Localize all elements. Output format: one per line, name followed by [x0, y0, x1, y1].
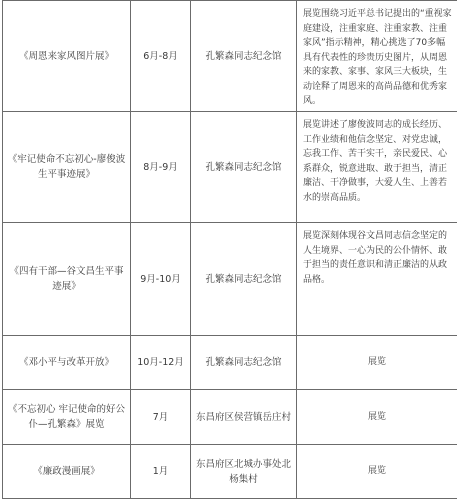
exhibition-time: 1月 — [131, 445, 191, 499]
table-row — [3, 112, 457, 223]
exhibition-name: 《廉政漫画展》 — [3, 445, 131, 499]
exhibition-description: 展览 — [297, 390, 457, 445]
table-row — [3, 390, 457, 445]
exhibition-venue: 孔繁森同志纪念馆 — [191, 336, 297, 390]
exhibition-description: 展览 — [297, 336, 457, 390]
exhibition-name: 《牢记使命不忘初心-廖俊波生平事迹展》 — [3, 112, 131, 223]
table-row — [3, 223, 457, 336]
exhibition-name: 《不忘初心 牢记使命的好公仆—孔繁森》展览 — [3, 390, 131, 445]
exhibition-venue: 孔繁森同志纪念馆 — [191, 223, 297, 336]
exhibition-venue: 东昌府区侯营镇岳庄村 — [191, 390, 297, 445]
exhibition-description: 展览讲述了廖俊波同志的成长经历、工作业绩和他信念坚定、对党忠诚，忘我工作、苦干实干，亲民爱民、心系群众，锐意进取、敢于担当，清正廉洁、干净做事，大爱人生、上善若水的崇高品质。 — [297, 112, 457, 223]
exhibition-venue: 东昌府区北城办事处北杨集村 — [191, 445, 297, 499]
table-row — [3, 1, 457, 112]
table-row — [3, 445, 457, 499]
exhibition-description: 展览深刻体现谷文昌同志信念坚定的人生境界、一心为民的公仆情怀、敢于担当的责任意识和清正廉洁的从政品格。 — [297, 223, 457, 336]
exhibition-description: 展览 — [297, 445, 457, 499]
table-row — [3, 336, 457, 390]
exhibition-venue: 孔繁森同志纪念馆 — [191, 112, 297, 223]
exhibition-time: 7月 — [131, 390, 191, 445]
exhibition-venue: 孔繁森同志纪念馆 — [191, 1, 297, 112]
exhibition-time: 8月-9月 — [131, 112, 191, 223]
exhibition-schedule-table — [2, 0, 457, 499]
exhibition-time: 6月-8月 — [131, 1, 191, 112]
exhibition-name: 《邓小平与改革开放》 — [3, 336, 131, 390]
exhibition-time: 9月-10月 — [131, 223, 191, 336]
exhibition-name: 《四有干部—谷文昌生平事迹展》 — [3, 223, 131, 336]
exhibition-description: 展览围绕习近平总书记提出的“重视家庭建设，注重家庭、注重家教、注重家风”指示精神，精心挑选了70多幅具有代表性的珍贵历史图片，从周恩来的家教、家事、家风三大板块，生动诠释了周恩来的高尚品德和优秀家风。 — [297, 1, 457, 112]
exhibition-name: 《周恩来家风图片展》 — [3, 1, 131, 112]
exhibition-time: 10月-12月 — [131, 336, 191, 390]
